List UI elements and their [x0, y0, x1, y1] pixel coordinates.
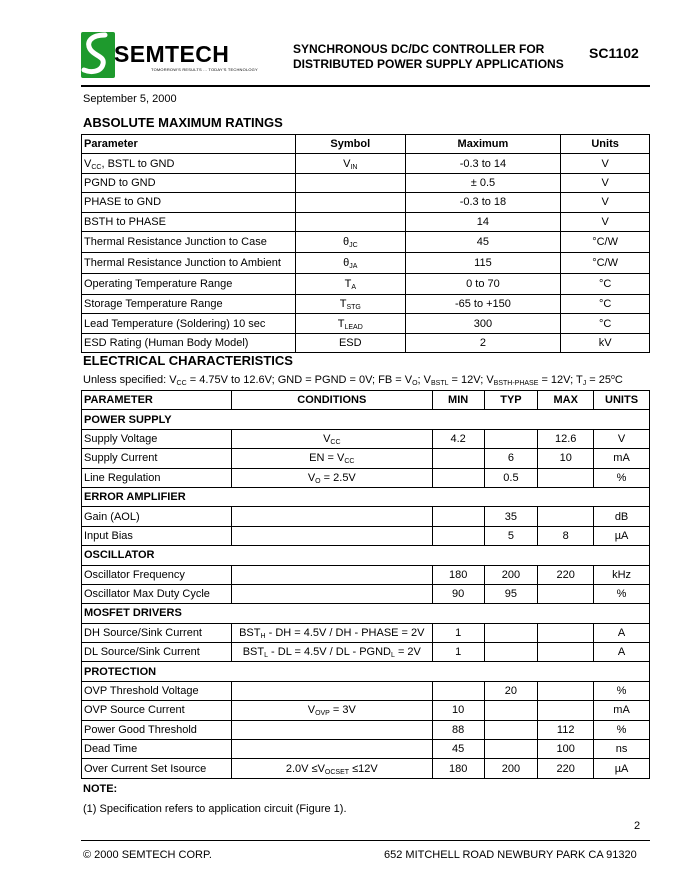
ec-max: [538, 643, 594, 662]
symbol-text: T: [339, 298, 347, 311]
symbol-sub: JA: [349, 262, 358, 270]
cond-text: EN = V: [309, 452, 345, 465]
amr-unit: V: [561, 212, 650, 231]
ec-param: Line Regulation: [82, 468, 232, 487]
ec-cond: [231, 623, 432, 642]
ec-cond: [231, 720, 432, 739]
section-row: [82, 410, 650, 429]
logo-mark: [81, 32, 115, 78]
ec-max: 112: [538, 720, 594, 739]
uc-sub: BSTH-PHASE: [493, 380, 539, 387]
section-mosfet-drivers: MOSFET DRIVERS: [82, 604, 650, 623]
table-row: [82, 294, 650, 313]
table-row: [82, 212, 650, 231]
ec-max: 12.6: [538, 429, 594, 448]
cond-text: 2.0V ≤V: [285, 762, 325, 775]
ec-min: [432, 507, 484, 526]
ec-param: Gain (AOL): [82, 507, 232, 526]
section-row: [82, 604, 650, 623]
symbol-text: θ: [342, 235, 350, 248]
ec-unit: %: [594, 720, 650, 739]
footer-copyright: © 2000 SEMTECH CORP.: [83, 849, 212, 861]
amr-unit: °C: [561, 294, 650, 313]
amr-symbol: [295, 231, 405, 252]
amr-param: ESD Rating (Human Body Model): [82, 333, 296, 352]
uc-text: Unless specified: V: [83, 374, 177, 386]
ec-unit: kHz: [594, 565, 650, 584]
amr-max: 300: [405, 314, 561, 333]
ec-cond: [231, 468, 432, 487]
uc-sub: J: [582, 380, 587, 387]
ec-max: [538, 701, 594, 720]
amr-symbol: [295, 173, 405, 192]
uc-text: = 25: [586, 374, 612, 386]
ec-max: [538, 507, 594, 526]
logo-wordmark: SEMTECH: [114, 41, 230, 67]
ec-param: Over Current Set Isource: [82, 759, 232, 778]
table-row: [82, 507, 650, 526]
amr-unit: °C/W: [561, 252, 650, 273]
section-oscillator: OSCILLATOR: [82, 546, 650, 565]
amr-unit: °C: [561, 273, 650, 294]
logo-tagline: TOMORROW'S RESULTS ... TODAY'S TECHNOLOGY: [151, 67, 258, 72]
symbol-text: θ: [343, 256, 350, 269]
section-error-amplifier: ERROR AMPLIFIER: [82, 487, 650, 506]
amr-unit: V: [561, 193, 650, 212]
ec-cond: [231, 565, 432, 584]
ec-unit: A: [594, 623, 650, 642]
ec-param: Supply Current: [82, 449, 232, 468]
amr-symbol: [295, 314, 405, 333]
cond-text-rest: = 2V: [394, 646, 421, 659]
ec-min: [432, 468, 484, 487]
ec-col-max: MAX: [538, 391, 594, 410]
semtech-logo: [81, 32, 277, 82]
table-row: [82, 449, 650, 468]
uc-sup: o: [611, 374, 615, 381]
ec-max: 100: [538, 740, 594, 759]
amr-table: [81, 134, 650, 353]
cond-text: V: [307, 471, 316, 484]
ec-min: 180: [432, 565, 484, 584]
ec-unit: µA: [594, 526, 650, 545]
ec-col-typ: TYP: [484, 391, 538, 410]
amr-max: -0.3 to 14: [405, 154, 561, 173]
document-date: September 5, 2000: [83, 93, 177, 105]
table-row: [82, 681, 650, 700]
amr-col-symbol: Symbol: [295, 135, 405, 154]
symbol-sub: STG: [346, 304, 361, 312]
amr-col-maximum: Maximum: [405, 135, 561, 154]
ec-typ: [484, 720, 538, 739]
amr-max: ± 0.5: [405, 173, 561, 192]
ec-unit: ns: [594, 740, 650, 759]
footer-address: 652 MITCHELL ROAD NEWBURY PARK CA 91320: [384, 849, 637, 861]
uc-text: ; V: [417, 374, 431, 386]
ec-unit: A: [594, 643, 650, 662]
table-row: [82, 273, 650, 294]
ec-max: [538, 623, 594, 642]
ec-typ: 20: [484, 681, 538, 700]
cond-text: BST: [239, 626, 261, 639]
ec-max: [538, 468, 594, 487]
ec-max: 220: [538, 565, 594, 584]
table-row: [82, 623, 650, 642]
uc-text: = 4.75V to 12.6V; GND = PGND = 0V; FB = V: [186, 374, 413, 386]
cond-text: V: [323, 432, 331, 445]
title-line-1: SYNCHRONOUS DC/DC CONTROLLER FOR: [293, 42, 545, 56]
table-row: [82, 720, 650, 739]
cond-sub: O: [315, 477, 321, 485]
cond-sub: OCSET: [324, 768, 350, 776]
amr-max: -0.3 to 18: [405, 193, 561, 212]
ec-cond: [231, 681, 432, 700]
ec-param: DH Source/Sink Current: [82, 623, 232, 642]
table-row: [82, 584, 650, 603]
cond-text-rest: = 2.5V: [320, 471, 356, 484]
amr-symbol: [295, 273, 405, 294]
amr-symbol: [295, 154, 405, 173]
amr-max: 14: [405, 212, 561, 231]
ec-min: 4.2: [432, 429, 484, 448]
amr-unit: °C: [561, 314, 650, 333]
ec-min: 10: [432, 701, 484, 720]
amr-col-units: Units: [561, 135, 650, 154]
ec-cond: [231, 507, 432, 526]
ec-col-min: MIN: [432, 391, 484, 410]
cond-text: V: [307, 704, 316, 717]
conditions-note: [83, 374, 623, 386]
symbol-sub: IN: [350, 163, 358, 171]
uc-text: = 12V; V: [448, 374, 494, 386]
ec-unit: mA: [594, 701, 650, 720]
ec-min: [432, 526, 484, 545]
ec-col-conditions: CONDITIONS: [231, 391, 432, 410]
amr-col-parameter: Parameter: [82, 135, 296, 154]
amr-max: 0 to 70: [405, 273, 561, 294]
ec-param: Power Good Threshold: [82, 720, 232, 739]
page-number: 2: [634, 820, 641, 832]
ec-unit: %: [594, 681, 650, 700]
amr-max: 115: [405, 252, 561, 273]
table-row: [82, 231, 650, 252]
ec-table: [81, 390, 650, 779]
amr-symbol: ESD: [295, 333, 405, 352]
amr-unit: V: [561, 173, 650, 192]
amr-symbol: [295, 294, 405, 313]
title-line-2: DISTRIBUTED POWER SUPPLY APPLICATIONS: [293, 57, 564, 71]
ec-max: [538, 681, 594, 700]
table-row: [82, 740, 650, 759]
ec-cond: [231, 584, 432, 603]
document-title: [293, 42, 564, 72]
ec-unit: dB: [594, 507, 650, 526]
ec-cond: [231, 740, 432, 759]
cond-text-rest: ≤12V: [349, 762, 378, 775]
ec-cond: [231, 526, 432, 545]
amr-max: -65 to +150: [405, 294, 561, 313]
symbol-sub: LEAD: [344, 323, 363, 331]
table-row: [82, 173, 650, 192]
amr-param: Lead Temperature (Soldering) 10 sec: [82, 314, 296, 333]
ec-cond: [231, 643, 432, 662]
ec-typ: 5: [484, 526, 538, 545]
symbol-text: T: [344, 277, 352, 290]
ec-typ: 6: [484, 449, 538, 468]
ec-unit: V: [594, 429, 650, 448]
param-sub: CC: [91, 163, 102, 171]
amr-unit: V: [561, 154, 650, 173]
header-divider: [81, 85, 650, 87]
ec-min: 45: [432, 740, 484, 759]
ec-typ: 95: [484, 584, 538, 603]
ec-unit: %: [594, 584, 650, 603]
amr-header-row: [82, 135, 650, 154]
cond-text-rest: - DL = 4.5V / DL - PGND: [268, 646, 391, 659]
footer-divider: [81, 840, 650, 841]
cond-sub: L: [264, 652, 268, 660]
ec-max: 8: [538, 526, 594, 545]
uc-sub: CC: [176, 380, 187, 387]
amr-param: PGND to GND: [82, 173, 296, 192]
amr-symbol: [295, 193, 405, 212]
cond-sub: H: [260, 632, 266, 640]
ec-cond: [231, 449, 432, 468]
ec-typ: [484, 643, 538, 662]
ec-param: DL Source/Sink Current: [82, 643, 232, 662]
ec-cond: [231, 429, 432, 448]
ec-max: 220: [538, 759, 594, 778]
table-row: [82, 252, 650, 273]
ec-col-parameter: PARAMETER: [82, 391, 232, 410]
ec-typ: [484, 429, 538, 448]
section-row: [82, 487, 650, 506]
ec-typ: 0.5: [484, 468, 538, 487]
table-row: [82, 468, 650, 487]
cond-sub: CC: [330, 438, 341, 446]
ec-max: 10: [538, 449, 594, 468]
ec-heading: ELECTRICAL CHARACTERISTICS: [83, 353, 293, 368]
amr-param: Thermal Resistance Junction to Ambient: [82, 252, 296, 273]
table-row: [82, 314, 650, 333]
cond-sub: OVP: [315, 710, 330, 718]
ec-typ: 35: [484, 507, 538, 526]
table-row: [82, 526, 650, 545]
table-row: [82, 643, 650, 662]
ec-typ: 200: [484, 565, 538, 584]
amr-symbol: [295, 212, 405, 231]
note-heading: NOTE:: [83, 783, 118, 795]
table-row: [82, 333, 650, 352]
uc-sub: O: [412, 380, 418, 387]
amr-max: 2: [405, 333, 561, 352]
ec-typ: [484, 701, 538, 720]
cond-sub: CC: [344, 458, 355, 466]
table-row: [82, 193, 650, 212]
symbol-text: V: [343, 157, 351, 170]
ec-cond: [231, 759, 432, 778]
ec-param: Oscillator Max Duty Cycle: [82, 584, 232, 603]
ec-unit: µA: [594, 759, 650, 778]
section-power-supply: POWER SUPPLY: [82, 410, 650, 429]
ec-unit: %: [594, 468, 650, 487]
amr-symbol: [295, 252, 405, 273]
section-row: [82, 546, 650, 565]
note-item-1: (1) Specification refers to application circuit (Figure 1).: [83, 803, 347, 815]
ec-param: OVP Source Current: [82, 701, 232, 720]
symbol-sub: A: [351, 283, 356, 291]
amr-param: [82, 154, 296, 173]
ec-min: 180: [432, 759, 484, 778]
amr-param: PHASE to GND: [82, 193, 296, 212]
uc-text: C: [614, 374, 623, 386]
table-row: [82, 759, 650, 778]
ec-min: [432, 681, 484, 700]
ec-param: Input Bias: [82, 526, 232, 545]
table-row: [82, 429, 650, 448]
ec-min: 1: [432, 643, 484, 662]
amr-unit: °C/W: [561, 231, 650, 252]
amr-param: Operating Temperature Range: [82, 273, 296, 294]
ec-header-row: [82, 391, 650, 410]
ec-min: 88: [432, 720, 484, 739]
cond-text-rest: - DH = 4.5V / DH - PHASE = 2V: [265, 626, 425, 639]
amr-max: 45: [405, 231, 561, 252]
cond-sub: L: [390, 652, 395, 660]
ec-param: OVP Threshold Voltage: [82, 681, 232, 700]
ec-typ: 200: [484, 759, 538, 778]
table-row: [82, 701, 650, 720]
ec-param: Supply Voltage: [82, 429, 232, 448]
amr-param: Thermal Resistance Junction to Case: [82, 231, 296, 252]
amr-param: Storage Temperature Range: [82, 294, 296, 313]
ec-min: 90: [432, 584, 484, 603]
table-row: [82, 154, 650, 173]
cond-text: BST: [242, 646, 265, 659]
ec-min: 1: [432, 623, 484, 642]
part-number: SC1102: [589, 45, 639, 61]
ec-unit: mA: [594, 449, 650, 468]
param-text: V: [84, 157, 92, 170]
table-row: [82, 565, 650, 584]
ec-param: Dead Time: [82, 740, 232, 759]
amr-heading: ABSOLUTE MAXIMUM RATINGS: [83, 115, 283, 130]
ec-min: [432, 449, 484, 468]
section-protection: PROTECTION: [82, 662, 650, 681]
symbol-sub: JC: [349, 241, 358, 249]
param-text-rest: , BSTL to GND: [101, 157, 175, 170]
ec-param: Oscillator Frequency: [82, 565, 232, 584]
ec-max: [538, 584, 594, 603]
ec-cond: [231, 701, 432, 720]
ec-col-units: UNITS: [594, 391, 650, 410]
uc-sub: BSTL: [430, 380, 449, 387]
ec-typ: [484, 623, 538, 642]
logo-s-swoosh-icon: [81, 32, 115, 78]
cond-text-rest: = 3V: [329, 704, 356, 717]
ec-typ: [484, 740, 538, 759]
section-row: [82, 662, 650, 681]
symbol-text: T: [337, 317, 345, 330]
uc-text: = 12V; T: [538, 374, 583, 386]
amr-param: BSTH to PHASE: [82, 212, 296, 231]
amr-unit: kV: [561, 333, 650, 352]
